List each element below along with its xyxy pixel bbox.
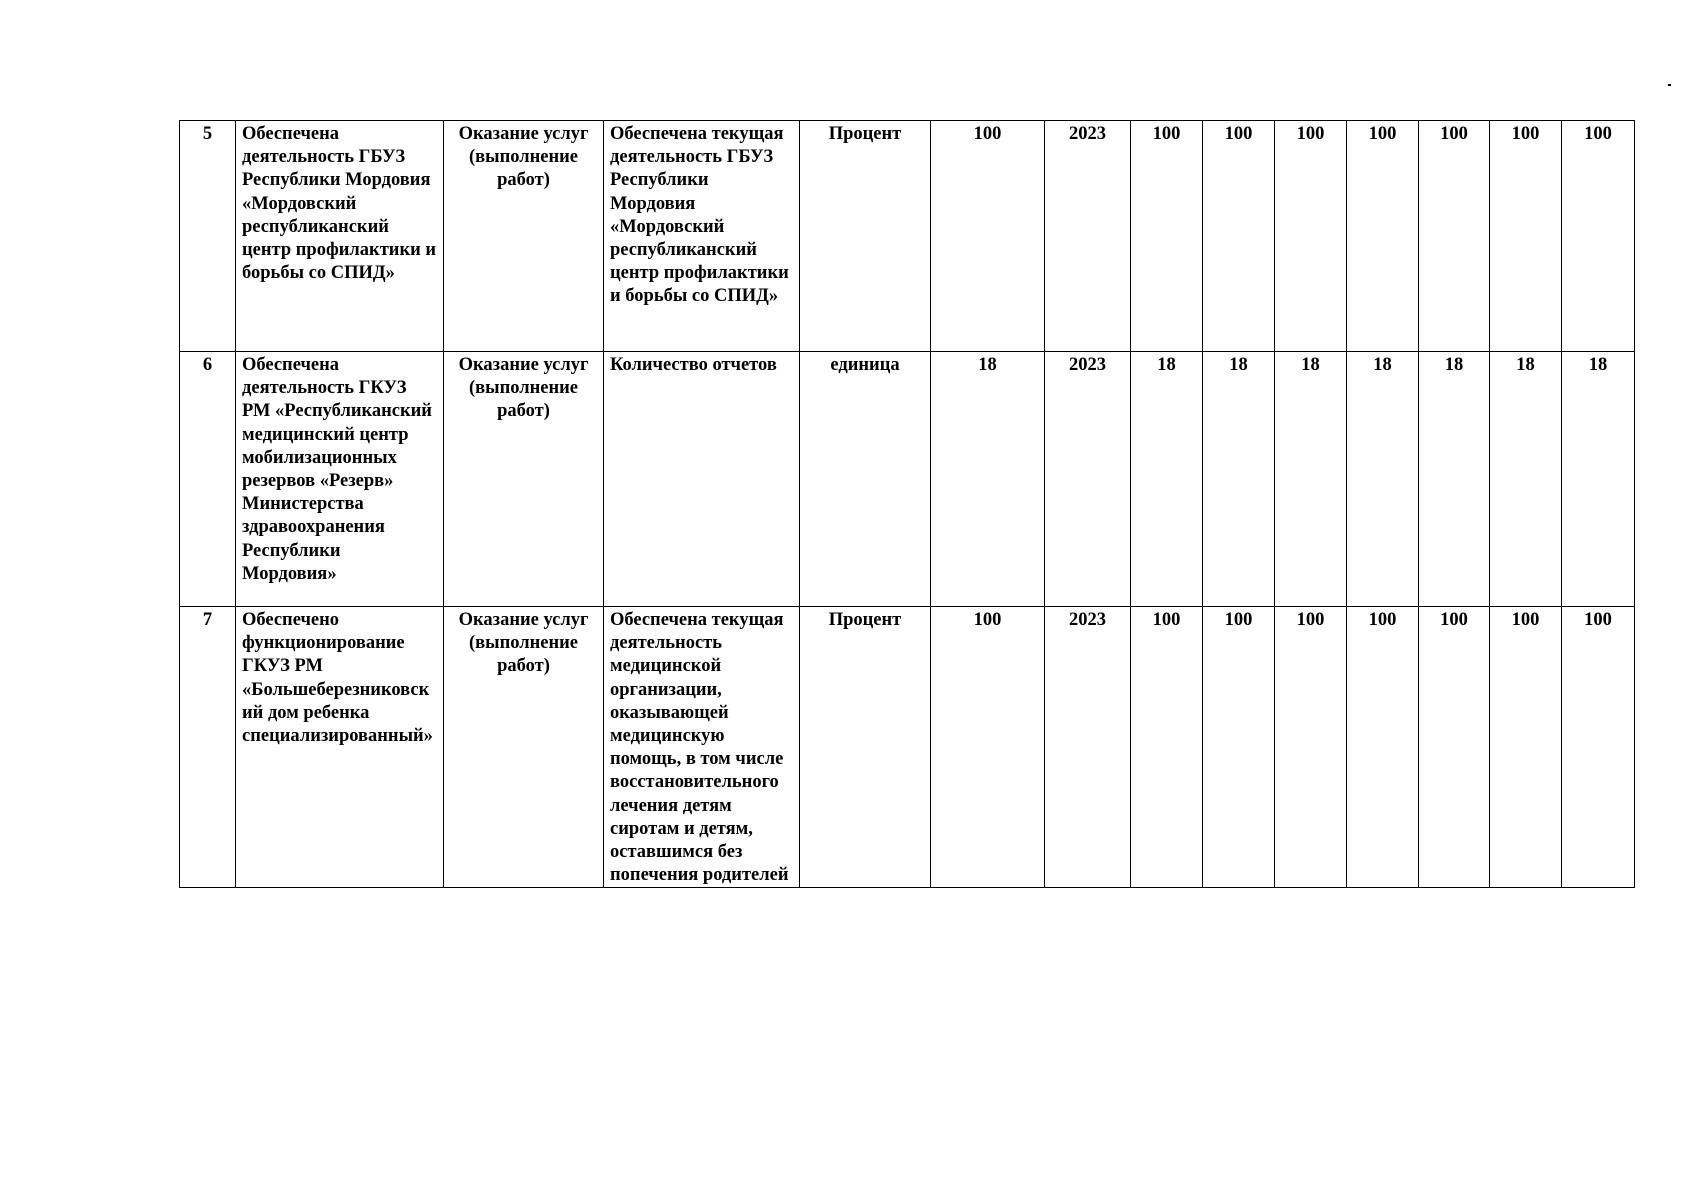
- year-value: 100: [1347, 607, 1419, 888]
- scan-mark: [1668, 84, 1671, 86]
- result-name: Обеспечена деятельность ГБУЗ Республики Мордовия «Мордовский республиканский центр профилактики и борьбы со СПИД»: [236, 121, 444, 352]
- base-value: 18: [931, 352, 1045, 607]
- year-value: 100: [1419, 607, 1490, 888]
- year-value: 18: [1131, 352, 1203, 607]
- result-type: Оказание услуг (выполнение работ): [444, 607, 604, 888]
- indicator-name: Обеспечена текущая деятельность медицинской организации, оказывающей медицинскую помощь, в том числе восстановительного лечения детям сиротам и детям, оставшимся без попечения родителей: [604, 607, 800, 888]
- base-value: 100: [931, 121, 1045, 352]
- row-number: 6: [180, 352, 236, 607]
- unit: единица: [800, 352, 931, 607]
- year-value: 100: [1490, 607, 1562, 888]
- year-value: 100: [1131, 121, 1203, 352]
- year-value: 18: [1562, 352, 1635, 607]
- table-row: [180, 121, 1635, 352]
- year-value: 100: [1347, 121, 1419, 352]
- indicators-table: [179, 120, 1635, 888]
- base-year: 2023: [1045, 607, 1131, 888]
- unit: Процент: [800, 121, 931, 352]
- unit: Процент: [800, 607, 931, 888]
- year-value: 100: [1562, 121, 1635, 352]
- base-value: 100: [931, 607, 1045, 888]
- row-number: 5: [180, 121, 236, 352]
- result-type: Оказание услуг (выполнение работ): [444, 121, 604, 352]
- base-year: 2023: [1045, 352, 1131, 607]
- row-number: 7: [180, 607, 236, 888]
- year-value: 100: [1419, 121, 1490, 352]
- year-value: 100: [1203, 121, 1275, 352]
- year-value: 18: [1419, 352, 1490, 607]
- table-row: [180, 607, 1635, 888]
- year-value: 100: [1490, 121, 1562, 352]
- result-name: Обеспечено функционирование ГКУЗ РМ «Большеберезниковский дом ребенка специализированный»: [236, 607, 444, 888]
- result-type: Оказание услуг (выполнение работ): [444, 352, 604, 607]
- base-year: 2023: [1045, 121, 1131, 352]
- indicator-name: Количество отчетов: [604, 352, 800, 607]
- year-value: 18: [1275, 352, 1347, 607]
- year-value: 100: [1203, 607, 1275, 888]
- year-value: 100: [1562, 607, 1635, 888]
- year-value: 18: [1203, 352, 1275, 607]
- year-value: 18: [1490, 352, 1562, 607]
- year-value: 100: [1131, 607, 1203, 888]
- result-name: Обеспечена деятельность ГКУЗ РМ «Республиканский медицинский центр мобилизационных резервов «Резерв» Министерства здравоохранения Республики Мордовия»: [236, 352, 444, 607]
- year-value: 100: [1275, 607, 1347, 888]
- table-row: [180, 352, 1635, 607]
- indicator-name: Обеспечена текущая деятельность ГБУЗ Республики Мордовия «Мордовский республиканский центр профилактики и борьбы со СПИД»: [604, 121, 800, 352]
- year-value: 18: [1347, 352, 1419, 607]
- year-value: 100: [1275, 121, 1347, 352]
